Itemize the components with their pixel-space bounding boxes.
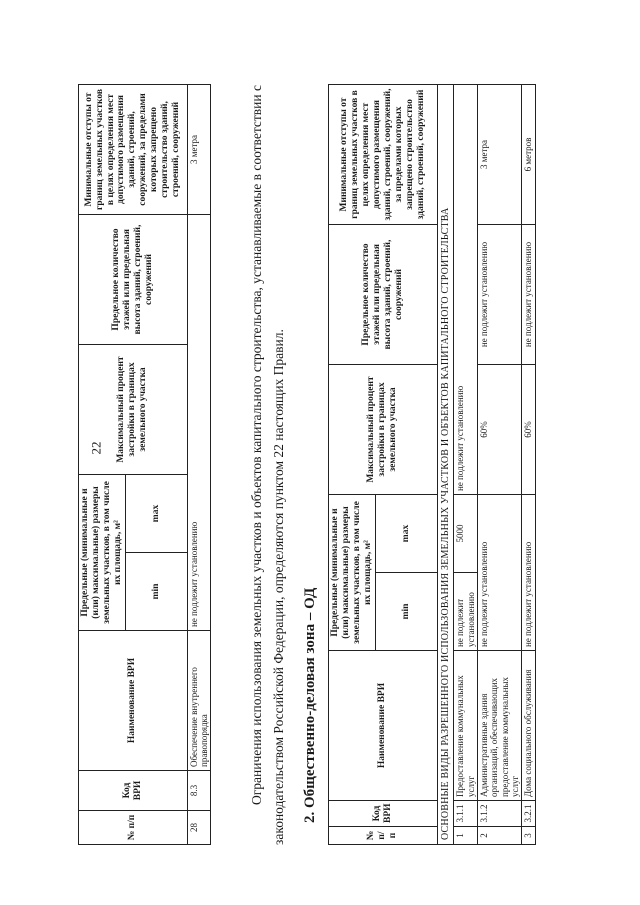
cell-percent: 60% bbox=[477, 365, 521, 495]
header-size: Предельные (минимальные и (или) максимальные) размеры земельных участков, в том числе их площадь, м² bbox=[79, 475, 126, 631]
cell-num: 1 bbox=[454, 827, 478, 845]
cell-name: Предоставление коммунальных услуг bbox=[454, 651, 478, 801]
cell-size: не подлежит установлению bbox=[477, 495, 521, 651]
header-percent: Максимальный процент застройки в границах земельного участка bbox=[79, 345, 188, 475]
header-min: min bbox=[125, 553, 187, 631]
cell-setback: 6 метров bbox=[522, 85, 535, 225]
cell-code: 3.1.2 bbox=[477, 801, 521, 827]
header-floors: Предельное количество этажей или предельная высота зданий, строений, сооружений bbox=[79, 215, 188, 345]
cell-size: не подлежит установлению bbox=[187, 215, 211, 631]
header-name: Наименование ВРИ bbox=[79, 631, 188, 771]
restrictions-paragraph: Ограничения использования земельных участков и объектов капитального строительства, устанавливаемые в соответствии с законодательством Российской Федерации, определяются пунктом 22 настоящих Правил. bbox=[249, 85, 286, 845]
table-land-use-2 bbox=[328, 84, 536, 845]
header-min: min bbox=[375, 573, 437, 651]
page-number: 22 bbox=[88, 441, 104, 455]
cell-floors: не подлежит установлению bbox=[522, 225, 535, 365]
table-land-use-1 bbox=[78, 84, 211, 845]
header-num: № п/п bbox=[79, 811, 188, 845]
header-floors: Предельное количество этажей или предельная высота зданий, строений, сооружений bbox=[329, 225, 438, 365]
cell-size: не подлежит установлению bbox=[522, 495, 535, 651]
header-num: № п/п bbox=[329, 827, 438, 845]
cell-code: 8.3 bbox=[187, 771, 211, 811]
header-max: max bbox=[375, 495, 437, 573]
cell-num: 28 bbox=[187, 811, 211, 845]
header-size: Предельные (минимальные и (или) максимальные) размеры земельных участков, в том числе их площадь, м² bbox=[329, 495, 376, 651]
table-row bbox=[522, 85, 535, 845]
cell-min: не подлежит установлению bbox=[454, 573, 478, 651]
section-heading: ОСНОВНЫЕ ВИДЫ РАЗРЕШЕННОГО ИСПОЛЬЗОВАНИЯ ЗЕМЕЛЬНЫХ УЧАСТКОВ И ОБЪЕКТОВ КАПИТАЛЬНОГО СТРОИТЕЛЬСТВА bbox=[437, 85, 454, 845]
cell-setback: 3 метра bbox=[477, 85, 521, 225]
table-row bbox=[187, 85, 211, 845]
header-percent: Максимальный процент застройки в границах земельного участка bbox=[329, 365, 438, 495]
header-code: Код ВРИ bbox=[79, 771, 188, 811]
cell-percent: 60% bbox=[522, 365, 535, 495]
table-row bbox=[477, 85, 521, 845]
cell-name: Дома социального обслуживания bbox=[522, 651, 535, 801]
header-setback: Минимальные отступы от границ земельных участков в целях определения мест допустимого размещения зданий, строений, сооружений, за пределами которых запрещено строительство зданий, строений, сооружений bbox=[329, 85, 438, 225]
cell-percent: не подлежит установлению bbox=[454, 85, 478, 495]
cell-name: Административные здания организаций, обеспечивающих предоставление коммунальных услуг bbox=[477, 651, 521, 801]
cell-num: 2 bbox=[477, 827, 521, 845]
header-setback: Минимальные отступы от границ земельных участков в целях определения мест допустимого размещения зданий, строений, сооружений, за пределами которых запрещено строительство зданий, строений, сооружений bbox=[79, 85, 188, 215]
cell-code: 3.2.1 bbox=[522, 801, 535, 827]
header-max: max bbox=[125, 475, 187, 553]
table-row bbox=[454, 85, 478, 845]
cell-num: 3 bbox=[522, 827, 535, 845]
cell-name: Обеспечение внутреннего правопорядка bbox=[187, 631, 211, 771]
cell-code: 3.1.1 bbox=[454, 801, 478, 827]
cell-max: 5000 bbox=[454, 495, 478, 573]
cell-floors: не подлежит установлению bbox=[477, 225, 521, 365]
zone-title: 2. Общественно-деловая зона – ОД bbox=[302, 587, 318, 823]
cell-setback: 3 метра bbox=[187, 85, 211, 215]
header-name: Наименование ВРИ bbox=[329, 651, 438, 801]
header-code: Код ВРИ bbox=[329, 801, 438, 827]
document-sheet bbox=[70, 85, 630, 885]
